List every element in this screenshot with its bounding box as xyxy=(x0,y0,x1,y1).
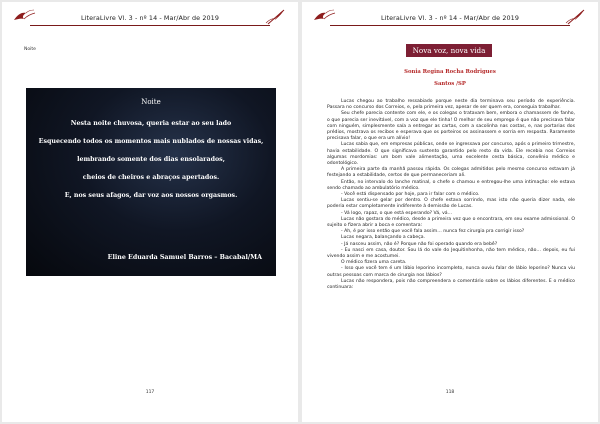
poem-line: cheios de cheiros e abraços apertados. xyxy=(82,174,220,181)
story-paragraph: - Vá logo, rapaz, o que está esperando? Vá, vá... xyxy=(341,210,452,216)
poem-image xyxy=(26,88,276,276)
poem-signature: Eline Eduarda Samuel Barros – Bacabal/MA xyxy=(107,254,262,261)
story-paragraph: A primeira parte da manhã passou rápida. Os colegas admitidos pelo mesmo concurso estavam já festejando a estabilidade, certos de que permaneceriam ali. xyxy=(327,167,575,179)
header-rule xyxy=(30,25,270,26)
story-title: Nova voz, nova vida xyxy=(406,44,492,57)
story-body xyxy=(327,99,575,291)
header-title: LiteraLivre Vl. 3 - nº 14 - Mar/Abr de 2019 xyxy=(380,14,519,22)
story-paragraph: Lucas negara, balançando a cabeça. xyxy=(341,235,426,241)
story-paragraph: Então, no intervalo do lanche matinal, o chefe o chamou e entregou-lhe uma intimação: ele estava sendo chamado ao ambulatório médico. xyxy=(327,179,575,191)
page-number: 117 xyxy=(145,390,155,395)
page-number: 118 xyxy=(445,390,455,395)
story-paragraph: - Já nasceu assim, não é? Porque não foi operado quando era bebê? xyxy=(341,241,498,247)
header-title: LiteraLivre Vl. 3 - nº 14 - Mar/Abr de 2019 xyxy=(80,14,219,22)
page-header xyxy=(312,6,588,28)
story-paragraph: O médico fizera uma careta. xyxy=(341,260,407,266)
left-page xyxy=(2,2,298,422)
quill-icon xyxy=(564,8,588,26)
header-rule xyxy=(330,25,570,26)
poem-line: Esquecendo todos os momentos mais nublados de nossas vidas, xyxy=(38,138,264,145)
poem-title: Noite xyxy=(141,98,161,106)
story-paragraph: Lucas sentiu-se gelar por dentro. O chefe estava sorrindo, mas isto não queria dizer nada, ele poderia estar completamente indiferente à demissão de Lucas. xyxy=(327,198,575,210)
story-paragraph: Lucas não gostara do médico, desde a primeira vez que o encontrara, em seu exame admissional. O sujeito o fizera abrir a boca e comentara: xyxy=(327,216,575,229)
right-page xyxy=(302,2,598,422)
poem-line: Nesta noite chuvosa, queria estar ao seu lado xyxy=(70,120,232,127)
story-paragraph: - Eu nasci em casa, doutor. Sou lá do vale do Jequitinhonha, não tem médico, não… depois, eu fui vivendo assim e me acostumei. xyxy=(327,247,575,260)
story-paragraph: - Você está dispensado por hoje, para ir falar com o médico. xyxy=(341,192,480,198)
poem-line: E, nos seus afagos, dar voz aos nossos orgasmos. xyxy=(64,192,238,199)
page-header xyxy=(12,6,288,28)
quill-icon xyxy=(264,8,288,26)
story-paragraph: Lucas sabia que, em empresas públicas, onde se ingressava por concurso, após o primeiro trimestre, havia estabilidade. O que significava sustento garantido pelo resto da vida. Ele recebia nos Correios algumas mordomias: um bom vale alimentação, uma excelente cesta básica, convênio médico e odontológico. xyxy=(327,142,575,167)
story-city: Santos /SP xyxy=(434,81,466,87)
poem-line: lembrando somente dos dias ensolarados, xyxy=(77,156,225,163)
story-paragraph: - Ah, é por isso então que você fala assim… nunca fez cirurgia pra corrigir isso? xyxy=(341,229,525,235)
story-paragraph: Seu chefe parecia contente com ele, e os colegas o tratavam bem, embora o chamassem de fanho, o que parecia ser inevitável, com a voz que ele tinha! O melhor de seu emprego é que não precisava falar com ninguém, simplesmente saía a entregar as cartas, com a sacolinha nas costas, e, nas portarias dos prédios, mostrava os recibos e esperava que os porteiros os assinassem e sorria em resposta. Raramente precisava falar, o que era um alívio! xyxy=(327,111,575,142)
story-author: Sonia Regina Rocha Rodrigues xyxy=(404,69,496,75)
story-paragraph: Lucas não respondera, pois não compreendera o comentário sobre os lábios diferentes. E o médico continuara: xyxy=(327,278,575,291)
section-label: Noite xyxy=(24,47,36,52)
story-paragraph: - Isso que você tem é um lábio leporino incompleto, nunca ouviu falar de lábio leporino? Nunca viu outras pessoas com marca de cirurgia nos lábios? xyxy=(327,266,575,278)
story-paragraph: Lucas chegou ao trabalho ressabiado porque neste dia terminava seu período de experiência. Passara no concurso dos Correios, e, pela primeira vez, apesar de ser quem era, conseguia trabalhar. xyxy=(327,99,575,111)
poem-background xyxy=(26,88,276,276)
